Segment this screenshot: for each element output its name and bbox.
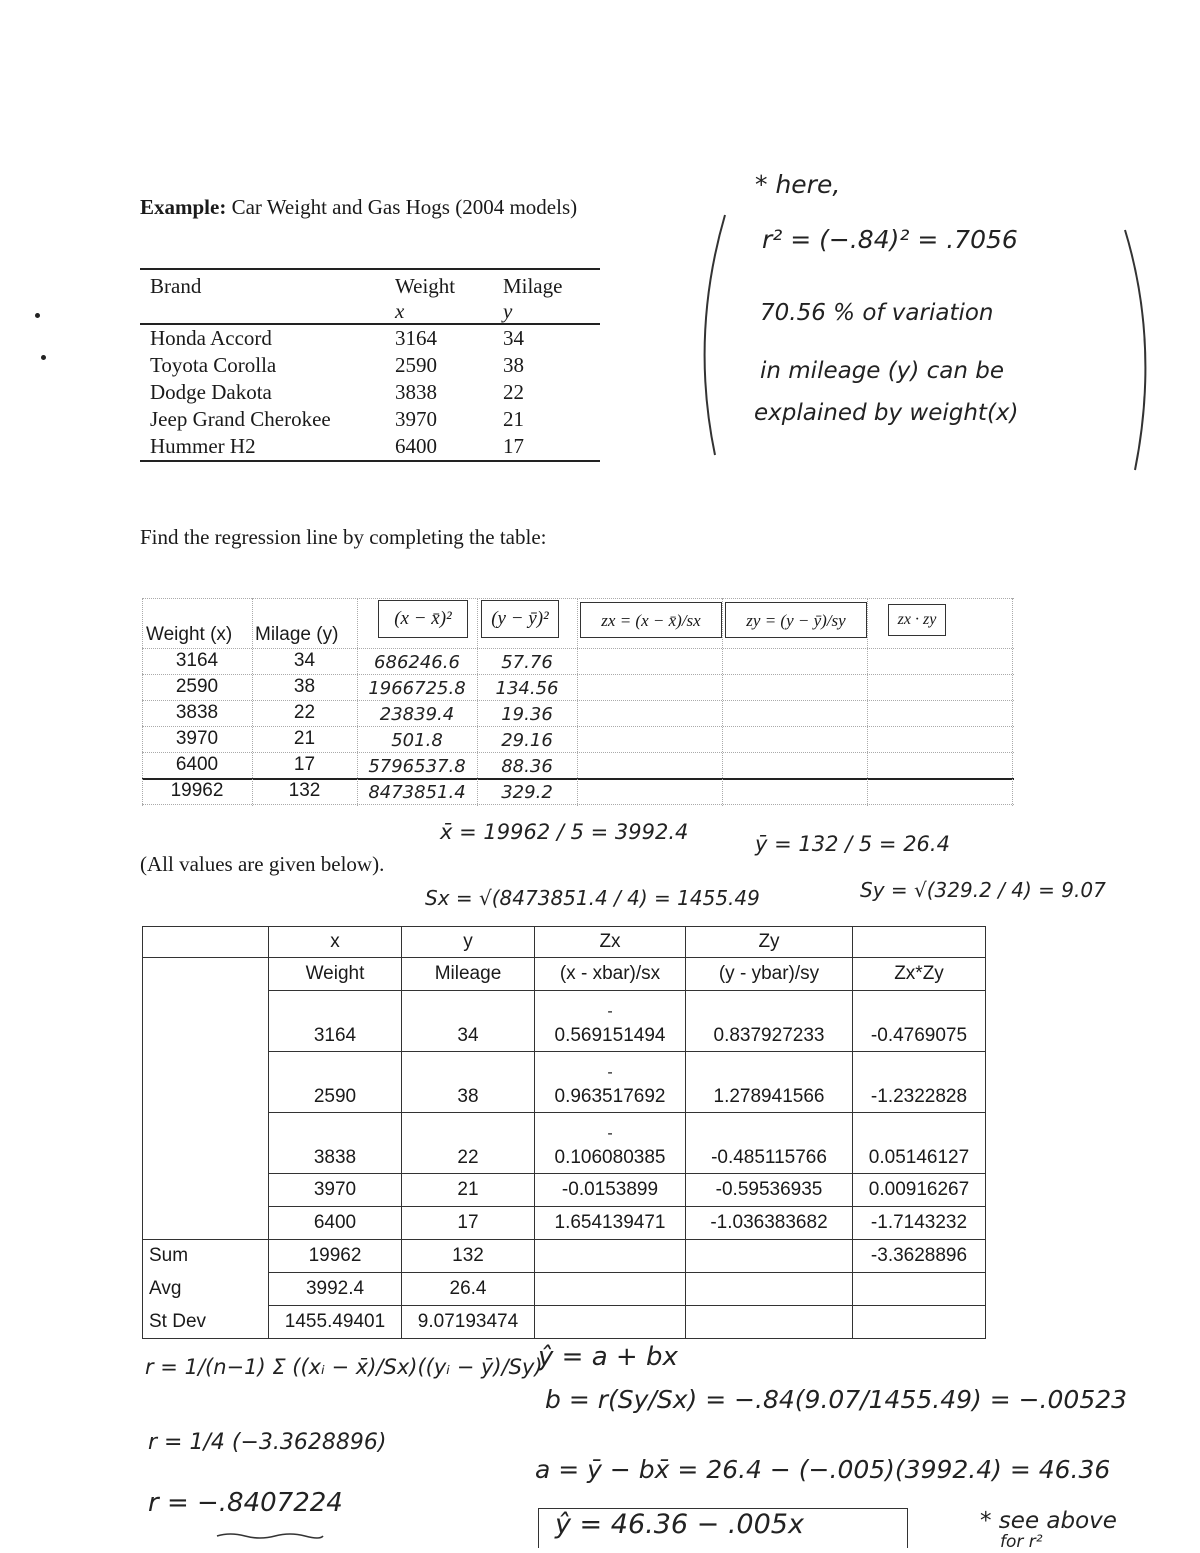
grid-zy: -0.485115766 [686,1113,853,1174]
grid-zy: -0.59536935 [686,1174,853,1207]
grid-row-label-sum: Sum [143,1240,269,1273]
box-header-ydev: (y − ȳ)² [481,600,559,638]
work-header-weight: Weight (x) [146,624,233,645]
work-ydev: 134.56 [495,678,559,699]
car-weight: 3838 [395,380,437,404]
car-milage: 21 [502,407,524,431]
car-weight: 2590 [395,353,437,377]
car-milage: 34 [502,326,524,350]
car-milage: 17 [493,433,600,461]
grid-x: 3970 [269,1174,402,1207]
car-weight: 3164 [395,326,437,350]
grid-x: 3164 [269,991,402,1052]
grid-x: 6400 [269,1207,402,1240]
grid-zy: 1.278941566 [686,1052,853,1113]
zx-sign: - [607,1125,613,1142]
work-weight: 3970 [175,728,219,749]
grid-zx-sum [535,1240,686,1273]
grid-y: 21 [402,1174,535,1207]
car-brand: Honda Accord [150,326,272,350]
grid-zy-avg [686,1273,853,1306]
car-weight: 3970 [395,407,437,431]
all-values-note: (All values are given below). [140,852,385,876]
grid-zx: 1.654139471 [535,1207,686,1240]
note-line3: explained by weight(x) [754,400,1019,426]
car-row [140,379,600,406]
grid-corner [143,927,269,958]
car-row [140,406,600,433]
grid-zy-stdev [686,1306,853,1339]
car-weight: 6400 [385,433,493,461]
grid-y: 34 [402,991,535,1052]
work-weight: 6400 [175,754,219,775]
grid-y-stdev: 9.07193474 [402,1306,535,1339]
grid-row [143,1207,986,1240]
car-row [140,433,600,461]
grid-row [143,1174,986,1207]
values-grid [142,926,986,1339]
note-star: * here, [755,170,841,199]
grid-zxzy: 0.00916267 [853,1174,986,1207]
work-table [142,598,1014,806]
work-ydev: 29.16 [501,730,553,751]
work-milage: 38 [293,676,316,697]
grid-zy-sum [686,1240,853,1273]
grid-row [143,1052,986,1113]
work-milage-sum: 132 [288,780,321,801]
car-row [140,352,600,379]
work-xdev: 1966725.8 [368,678,466,699]
box-header-zxzy: zx · zy [888,604,946,636]
r-calc: r = 1/4 (−3.3628896) [148,1430,387,1455]
car-brand: Toyota Corolla [150,353,277,377]
grid-header-zx: Zx [535,927,686,958]
zx-sign: - [607,1003,613,1020]
work-ydev: 57.76 [501,652,553,673]
work-milage: 17 [293,754,316,775]
r-formula: r = 1/(n−1) Σ ((xᵢ − x̄)/Sx)((yᵢ − ȳ)/Sy) [145,1355,543,1379]
grid-x-sum: 19962 [269,1240,402,1273]
grid-y: 17 [402,1207,535,1240]
grid-header-x: x [269,927,402,958]
grid-row-stdev [143,1306,986,1339]
grid-zxzy: -0.4769075 [853,991,986,1052]
instruction-text: Find the regression line by completing the table: [140,525,547,549]
grid-x: 3838 [269,1113,402,1174]
grid-zx [535,1052,686,1113]
car-header-milage: Milage [493,269,600,301]
grid-y: 22 [402,1113,535,1174]
margin-dot [35,313,40,318]
grid-row-label-stdev: St Dev [143,1306,269,1339]
grid-row-label [143,1113,269,1174]
car-brand: Jeep Grand Cherokee [150,407,331,431]
grid-zx [535,1113,686,1174]
grid-subheader-mileage: Mileage [402,958,535,991]
a-equation: a = ȳ − bx̄ = 26.4 − (−.005)(3992.4) = 46.36 [535,1455,1111,1484]
grid-subheader-zx: (x - xbar)/sx [535,958,686,991]
car-subheader-y: y [493,301,600,324]
work-xdev: 23839.4 [379,704,455,725]
grid-x-avg: 3992.4 [269,1273,402,1306]
work-ydev: 88.36 [501,756,553,777]
zx-value: 0.106080385 [554,1147,666,1168]
xbar-calc: x̄ = 19962 / 5 = 3992.4 [440,820,689,844]
car-brand: Dodge Dakota [150,380,272,404]
zx-value: 0.569151494 [554,1025,666,1046]
grid-x-stdev: 1455.49401 [269,1306,402,1339]
work-xdev: 5796537.8 [368,756,466,777]
grid-header-y: y [402,927,535,958]
final-equation: ŷ = 46.36 − .005x [555,1509,804,1540]
grid-zxzy: -1.7143232 [853,1207,986,1240]
work-milage: 21 [293,728,316,749]
grid-row-label-avg: Avg [143,1273,269,1306]
grid-x: 2590 [269,1052,402,1113]
grid-row [143,1113,986,1174]
grid-label-blank [143,958,269,991]
work-header-milage: Milage (y) [255,624,339,645]
grid-zx [535,991,686,1052]
grid-row-label [143,991,269,1052]
grid-header-blank [853,927,986,958]
car-milage: 22 [502,380,524,404]
work-milage: 34 [293,650,316,671]
b-equation: b = r(Sy/Sx) = −.84(9.07/1455.49) = −.00523 [545,1385,1128,1414]
box-header-xdev: (x − x̄)² [378,600,468,638]
zx-sign: - [607,1064,613,1081]
work-xdev: 501.8 [391,730,443,751]
grid-row-label [143,1207,269,1240]
grid-row-sum [143,1240,986,1273]
work-xdev: 686246.6 [374,652,460,673]
note-r2: r² = (−.84)² = .7056 [762,225,1018,254]
grid-y: 38 [402,1052,535,1113]
sx-calc: Sx = √(8473851.4 / 4) = 1455.49 [425,886,760,910]
grid-zxzy-stdev [853,1306,986,1339]
car-milage: 38 [502,353,524,377]
for-r2-note: for r² [1000,1532,1043,1552]
grid-row-label [143,1052,269,1113]
note-pct: 70.56 % of variation [760,300,994,326]
work-weight-sum: 19962 [170,780,224,801]
yhat-equation: ŷ = a + bx [538,1342,678,1372]
grid-zxzy: -1.2322828 [853,1052,986,1113]
grid-zxzy-sum: -3.3628896 [853,1240,986,1273]
grid-row [143,991,986,1052]
grid-zy: 0.837927233 [686,991,853,1052]
car-brand: Hummer H2 [140,433,385,461]
example-label: Example: [140,195,227,219]
see-above-note: * see above [980,1508,1117,1534]
r-result: r = −.8407224 [148,1488,343,1518]
grid-row-label [143,1174,269,1207]
grid-zx: -0.0153899 [535,1174,686,1207]
grid-row-avg [143,1273,986,1306]
sy-calc: Sy = √(329.2 / 4) = 9.07 [860,878,1106,902]
work-weight: 3838 [175,702,219,723]
grid-zx-avg [535,1273,686,1306]
car-header-weight: Weight [385,269,493,301]
final-equation-box [538,1508,908,1548]
work-ydev-sum: 329.2 [501,782,553,803]
work-milage: 22 [293,702,316,723]
grid-zxzy: 0.05146127 [853,1113,986,1174]
box-header-zy: zy = (y − ȳ)/sy [725,602,867,638]
grid-zxzy-avg [853,1273,986,1306]
grid-subheader-weight: Weight [269,958,402,991]
work-ydev: 19.36 [501,704,553,725]
zx-value: 0.963517692 [554,1086,666,1107]
grid-header-zy: Zy [686,927,853,958]
r-underline [215,1530,325,1542]
grid-subheader-zy: (y - ybar)/sy [686,958,853,991]
grid-y-sum: 132 [402,1240,535,1273]
work-xdev-sum: 8473851.4 [368,782,466,803]
grid-y-avg: 26.4 [402,1273,535,1306]
grid-zx-stdev [535,1306,686,1339]
car-row [140,324,600,352]
margin-dot [41,355,46,360]
example-title [140,195,577,220]
grid-zy: -1.036383682 [686,1207,853,1240]
grid-subheader-zxzy: Zx*Zy [853,958,986,991]
car-subheader-brand [140,301,385,324]
ybar-calc: ȳ = 132 / 5 = 26.4 [755,832,950,856]
car-table [140,268,600,462]
note-line2: in mileage (y) can be [760,358,1005,384]
box-header-zx: zx = (x − x̄)/sx [580,602,722,638]
work-weight: 2590 [175,676,219,697]
work-weight: 3164 [175,650,219,671]
car-header-brand: Brand [140,269,385,301]
example-text: Car Weight and Gas Hogs (2004 models) [231,195,578,219]
car-subheader-x: x [385,301,493,324]
